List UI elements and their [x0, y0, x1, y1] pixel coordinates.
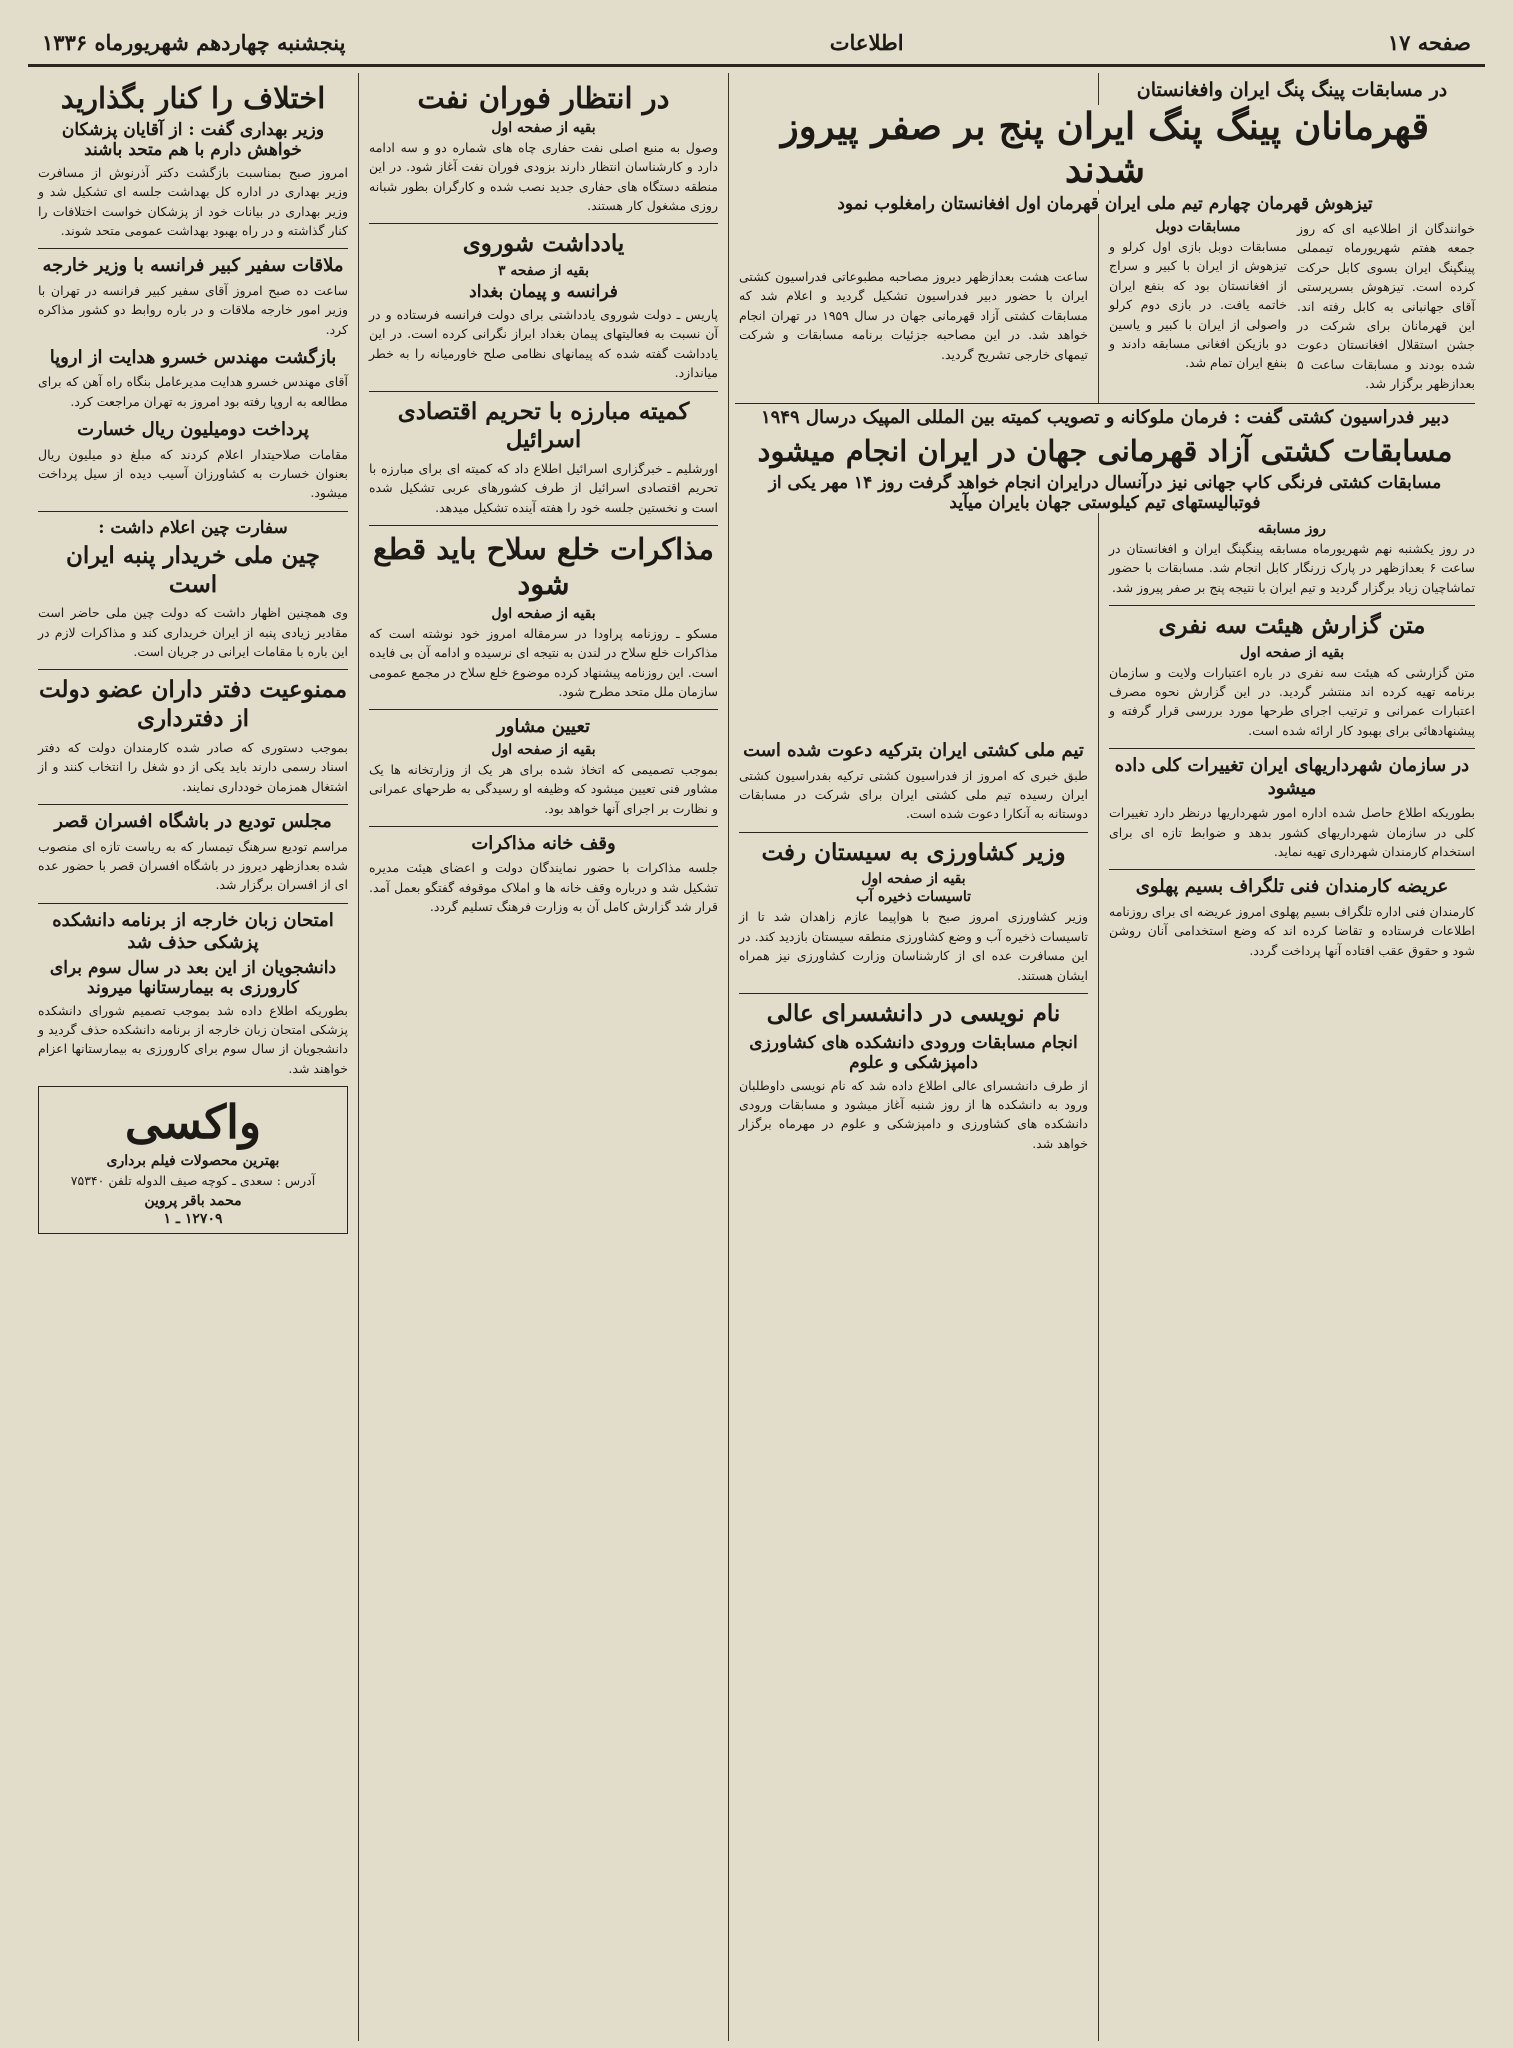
wrestling-deck: مسابقات کشتی فرنگی کاپ جهانی نیز درآنسال درایران انجام خواهد گرفت روز ۱۴ مهر یکی از فوتبالیستهای تیم کیلوستی جهان بایران میآید	[768, 472, 1442, 513]
article-oil	[369, 81, 718, 215]
postal-headline: عریضه کارمندان فنی تلگراف بسیم پهلوی	[1135, 876, 1449, 898]
ad-title: واکسی	[124, 1095, 262, 1150]
entrance-body: از طرف دانشسرای عالی اطلاع داده شد که نام نویسی داوطلبان ورود به دانشکده ها از روز شنبه آغاز میشود و مسابقات ورودی دانشکده های کشاورزی و دامپزشکی و علوم در مهرماه برگزار خواهد شد.	[739, 1077, 1088, 1151]
article-israel	[369, 398, 718, 518]
farewell-body: مراسم تودیع سرهنگ تیمسار که به ریاست تازه ای منصوب شده بعدازظهر دیروز در باشگاه افسران قصر با حضور عده ای از افسران برگزار شد.	[38, 838, 348, 893]
entrance-headline: نام نویسی در دانشسرای عالی	[766, 999, 1061, 1027]
divider	[1109, 748, 1475, 749]
china-kicker: سفارت چین اعلام داشت :	[98, 517, 288, 538]
ad-note: آدرس : سعدی ـ کوچه صیف الدوله تلفن ۷۵۳۴۰	[70, 1173, 316, 1189]
oil-cont: بقیه از صفحه اول	[491, 119, 596, 136]
divider	[369, 525, 718, 526]
report-headline: متن گزارش هیئت سه نفری	[1158, 611, 1426, 639]
ad-slogan: بهترین محصولات فیلم برداری	[106, 1153, 280, 1170]
pingpong-body1: مسابقات دوبل بازی اول کرلو و تیزهوش از ایران با کبیر و سراج از افغانستان بود که بنفع ایران خاتمه یافت. در بازی دوم کرلو واصولی از ایران با کبیر و یاسین دو بازیکن افغانی مسابقه دادند و بنفع ایران تمام شد.	[1109, 239, 1287, 371]
wrestling-body: ساعت هشت بعدازظهر دیروز مصاحبه مطبوعاتی فدراسیون کشتی ایران با حضور دبیر فدراسیون تشکیل گردید و اعلام شد که مسابقات کشتی آزاد قهرمانی جهان در سال ۱۹۵۹ در تهران انجام خواهد شد. در این مصاحبه جزئیات برنامه مسابقات و شرکت تیمهای خارجی تشریح گردید.	[739, 269, 1088, 362]
article-farewell	[38, 811, 348, 895]
article-entrance	[739, 1000, 1088, 1153]
wrestling-headline: مسابقات کشتی آزاد قهرمانی جهان در ایران انجام میشود	[757, 433, 1453, 468]
article-report	[1109, 612, 1475, 740]
ban-body: بموجب دستوری که صادر شده کارمندان دولت که دفتر اسناد رسمی دارند باید یکی از دو شغل را انتخاب کنند و از اشتغال همزمان خودداری نمایند.	[38, 739, 348, 794]
engineer-body: آقای مهندس خسرو هدایت مدیرعامل بنگاه راه آهن که برای مطالعه به اروپا رفته بود امروز به تهران مراجعت کرد.	[38, 374, 348, 409]
memo-sub: فرانسه و پیمان بغداد	[469, 282, 618, 303]
mosaddegh-body: جلسه مذاکرات با حضور نمایندگان دولت و اعضای هیئت مدیره تشکیل شد و درباره وقف خانه ها و املاک موقوفه گفتگو بعمل آمد. قرار شد گزارش کامل آن به وزارت فرهنگ تسلیم گردد.	[369, 860, 718, 915]
mosaddegh-headline: وقف خانه مذاکرات	[471, 832, 616, 854]
article-engineer	[38, 347, 348, 411]
divider	[38, 511, 348, 512]
minister-headline: وزیر کشاورزی به سیستان رفت	[761, 838, 1066, 866]
columns	[28, 73, 1485, 2041]
exam-body: بطوریکه اطلاع داده شد بموجب تصمیم شورای دانشکده پزشکی امتحان زبان خارجه از برنامه دانشکده حذف گردید و دانشجویان از سال سوم برای کارورزی به بیمارستانها اعزام خواهند شد.	[38, 1002, 348, 1076]
article-china	[38, 518, 348, 662]
divider	[369, 391, 718, 392]
divider	[369, 709, 718, 710]
divider	[369, 826, 718, 827]
divider	[1109, 605, 1475, 606]
swiss-headline: پرداخت دومیلیون ریال خسارت	[77, 419, 309, 441]
column-4	[28, 73, 358, 2041]
exam-deck: دانشجویان از این بعد در سال سوم برای کارورزی به بیمارستانها میروند	[49, 957, 337, 998]
divider	[369, 223, 718, 224]
divider	[739, 832, 1088, 833]
divider	[38, 669, 348, 670]
dispute-deck: وزیر بهداری گفت : از آقایان پزشکان خواهش دارم با هم متحد باشند	[61, 119, 325, 160]
farewell-headline: مجلس تودیع در باشگاه افسران قصر	[54, 811, 332, 833]
minister-body: وزیر کشاورزی امروز صبح با هواپیما عازم زاهدان شد تا از تاسیسات ذخیره آب و وضع کشاورزی منطقه سیستان بازدید کند. در این مسافرت عده ای از کارشناسان وزارت کشاورزی نیز همراه ایشان هستند.	[739, 909, 1088, 983]
pingpong-continued	[1109, 521, 1475, 597]
postal-body: کارمندان فنی اداره تلگراف بسیم پهلوی امروز عریضه ای برای روزنامه اطلاعات فرستاده و تقاضا کرده اند که وضع استخدامی آنان روشن شود و حقوق عقب افتاده آنها پرداخت گردد.	[1109, 903, 1475, 958]
china-headline: چین ملی خریدار پنبه ایران است	[65, 541, 321, 598]
masthead	[28, 30, 1485, 67]
pingpong-lead: خوانندگان از اطلاعیه ای که روز جمعه هفتم شهریورماه تیمملی پینگپنگ ایران بسوی کابل حرکت کرده است. تیزهوش بسرپرستی آقای جهانبانی به کابل رفته اند. این قهرمانان برای شرکت در جشن استقلال افغانستان دعوت شده بودند و مسابقات ساعت ۵ بعدازظهر برگزار شد.	[1297, 221, 1475, 392]
wrestling-sub-article	[739, 740, 1088, 824]
report-body: متن گزارشی که هیئت سه نفری در باره اعتبارات ولایت و سازمان برنامه تهیه کرده اند منتشر گردید. در این گزارش نحوه مصرف اعتبارات عمرانی و ترتیب اجرای طرحها مورد بررسی قرار گرفته و پیشنهادهائی برای بهبود کار ارائه شده است.	[1109, 664, 1475, 738]
pingpong-body2: در روز یکشنبه نهم شهریورماه مسابقه پینگپنگ ایران و افغانستان در ساعت ۶ بعدازظهر در پارک زرنگار کابل انجام شد. مسابقات با حضور تماشاچیان زیاد برگزار گردید و تیم ایران با نتیجه پنج بر صفر پیروز شد.	[1109, 540, 1475, 595]
article-ban	[38, 676, 348, 796]
article-minister	[739, 839, 1088, 985]
report-cont: بقیه از صفحه اول	[1239, 644, 1345, 661]
issue-date: پنجشنبه چهاردهم شهریورماه ۱۳۳۶	[42, 30, 346, 55]
swiss-body: مقامات صلاحیتدار اعلام کردند که مبلغ دو میلیون ریال بعنوان خسارت به کشاورزان آسیب دیده از سیل پرداخت میشود.	[38, 446, 348, 501]
israel-headline: کمیته مبارزه با تحریم اقتصادی اسرائیل	[397, 397, 690, 454]
article-municipal	[1109, 755, 1475, 861]
consult-headline: تعیین مشاور	[496, 716, 591, 738]
article-french	[38, 255, 348, 339]
divider	[38, 804, 348, 805]
consult-body: بموجب تصمیمی که اتخاذ شده برای هر یک از وزارتخانه ها یک مشاور فنی تعیین میشود که وظیفه او رسیدگی به طرحهای عمرانی و نظارت بر اجرای آنها خواهد بود.	[369, 761, 718, 816]
column-3	[358, 73, 728, 2041]
wrestling-sub-body: طبق خبری که امروز از فدراسیون کشتی ترکیه بفدراسیون کشتی ایران رسیده تیم ملی کشتی ایران برای شرکت در مسابقات دوستانه به آنکارا دعوت شده است.	[739, 767, 1088, 822]
dispute-headline: اختلاف را کنار بگذارید	[60, 81, 326, 115]
pingpong-kicker: در مسابقات پینگ پنگ ایران وافغانستان	[1136, 79, 1448, 101]
china-body: وی همچنین اظهار داشت که دولت چین ملی حاضر است مقادیر زیادی پنبه از ایران خریداری کند و مذاکرات لازم در این باره با مقامات ایرانی در جریان است.	[38, 605, 348, 660]
pingpong-deck: تیزهوش قهرمان چهارم تیم ملی ایران قهرمان اول افغانستان رامغلوب نمود	[735, 194, 1475, 214]
pingpong-headline: قهرمانان پینگ پنگ ایران پنج بر صفر پیروز شدند	[735, 105, 1475, 190]
article-swiss	[38, 419, 348, 503]
article-dispute	[38, 81, 348, 240]
french-headline: ملاقات سفیر کبیر فرانسه با وزیر خارجه	[42, 255, 344, 277]
consult-cont: بقیه از صفحه اول	[491, 741, 596, 758]
memo-cont: بقیه از صفحه ۳	[497, 263, 590, 280]
exam-headline: امتحان زبان خارجه از برنامه دانشکده پزشکی حذف شد	[52, 909, 334, 954]
memo-body: پاریس ـ دولت شوروی یادداشتی برای دولت فرانسه فرستاده و در آن نسبت به فعالیتهای پیمان بغداد ابراز نگرانی کرده است. در این یادداشت گفته شده که پیمانهای نظامی صلح خاورمیانه را به خطر میاندازد.	[369, 307, 718, 381]
advertisement	[38, 1086, 348, 1233]
ban-headline: ممنوعیت دفتر داران عضو دولت از دفترداری	[38, 676, 348, 733]
divider	[1109, 869, 1475, 870]
divider	[739, 993, 1088, 994]
article-memo	[369, 230, 718, 382]
article-exam	[38, 910, 348, 1079]
article-disarm	[369, 532, 718, 701]
oil-headline: در انتظار فوران نفت	[417, 81, 670, 115]
dispute-body: امروز صبح بمناسبت بازگشت دکتر آذرنوش از مسافرت وزیر بهداری در اداره کل بهداشت جلسه ای تشکیل شد و وزیر بهداری در بیانات خود از پزشکان خواست اختلافات را کنار گذاشته و در راه بهبود بهداشت عمومی متحد شوند.	[38, 164, 348, 238]
ad-phone: ۱۲۷۰۹ ـ ۱	[163, 1210, 223, 1227]
divider	[38, 903, 348, 904]
pingpong-sub2: روز مسابقه	[1258, 520, 1326, 537]
oil-body: وصول به منبع اصلی نفت حفاری چاه های شماره دو و سه ادامه دارد و کارشناسان انتظار دارند بزودی فوران نفت آغاز شود. در این منطقه دستگاه های حفاری جدید نصب شده و کارگران بطور شبانه روزی مشغول کار هستند.	[369, 139, 718, 213]
article-mosaddegh	[369, 833, 718, 917]
minister-sub: تاسیسات ذخیره آب	[855, 889, 972, 906]
disarm-headline: مذاکرات خلع سلاح باید قطع شود	[373, 532, 714, 601]
engineer-headline: بازگشت مهندس خسرو هدایت از اروپا	[49, 346, 337, 368]
israel-body: اورشلیم ـ خبرگزاری اسرائیل اطلاع داد که کمیته ای برای مبارزه با تحریم اقتصادی اسرائیل از طرف کشورهای عربی تشکیل شده است و نخستین جلسه خود را هفته آینده تشکیل میدهد.	[369, 461, 718, 515]
wrestling-sub: تیم ملی کشتی ایران بترکیه دعوت شده است	[743, 740, 1084, 761]
pingpong-sub1: مسابقات دوبل	[1155, 219, 1241, 236]
article-wrestling	[735, 403, 1475, 512]
article-postal	[1109, 876, 1475, 960]
column-2	[728, 73, 1098, 2041]
disarm-cont: بقیه از صفحه اول	[491, 605, 596, 622]
page-number: صفحه ۱۷	[1387, 30, 1471, 55]
article-consult	[369, 716, 718, 818]
paper-name: اطلاعات	[829, 30, 904, 55]
municipal-headline: در سازمان شهرداریهای ایران تغییرات کلی داده میشود	[1114, 755, 1470, 799]
disarm-body: مسکو ـ روزنامه پراودا در سرمقاله امروز خود نوشته است که مذاکرات خلع سلاح در لندن به نتیجه ای نرسیده و ادامه آن بی فایده است. این روزنامه پیشنهاد کرده موضوع خلع سلاح در مجمع عمومی سازمان ملل متحد مطرح شود.	[369, 625, 718, 699]
french-body: ساعت ده صبح امروز آقای سفیر کبیر فرانسه در تهران با وزیر امور خارجه ملاقات و در باره روابط دو کشور مذاکره کرد.	[38, 282, 348, 337]
memo-headline: یادداشت شوروی	[462, 230, 625, 258]
minister-cont: بقیه از صفحه اول	[861, 871, 966, 888]
wrestling-kicker: دبیر فدراسیون کشتی گفت : فرمان ملوکانه و تصویب کمیته بین المللی المپیک درسال ۱۹۴۹	[760, 407, 1450, 429]
entrance-deck: انجام مسابقات ورودی دانشکده های کشاورزی دامپزشکی و علوم	[749, 1032, 1078, 1073]
ad-seller: محمد باقر پروین	[144, 1192, 242, 1209]
divider	[38, 248, 348, 249]
municipal-body: بطوریکه اطلاع حاصل شده اداره امور شهرداریها درنظر دارد تغییرات کلی در سازمان شهرداریهای کشور بدهد و ضوابط تازه ای برای استخدام کارمندان شهرداری تهیه نماید.	[1109, 805, 1475, 859]
